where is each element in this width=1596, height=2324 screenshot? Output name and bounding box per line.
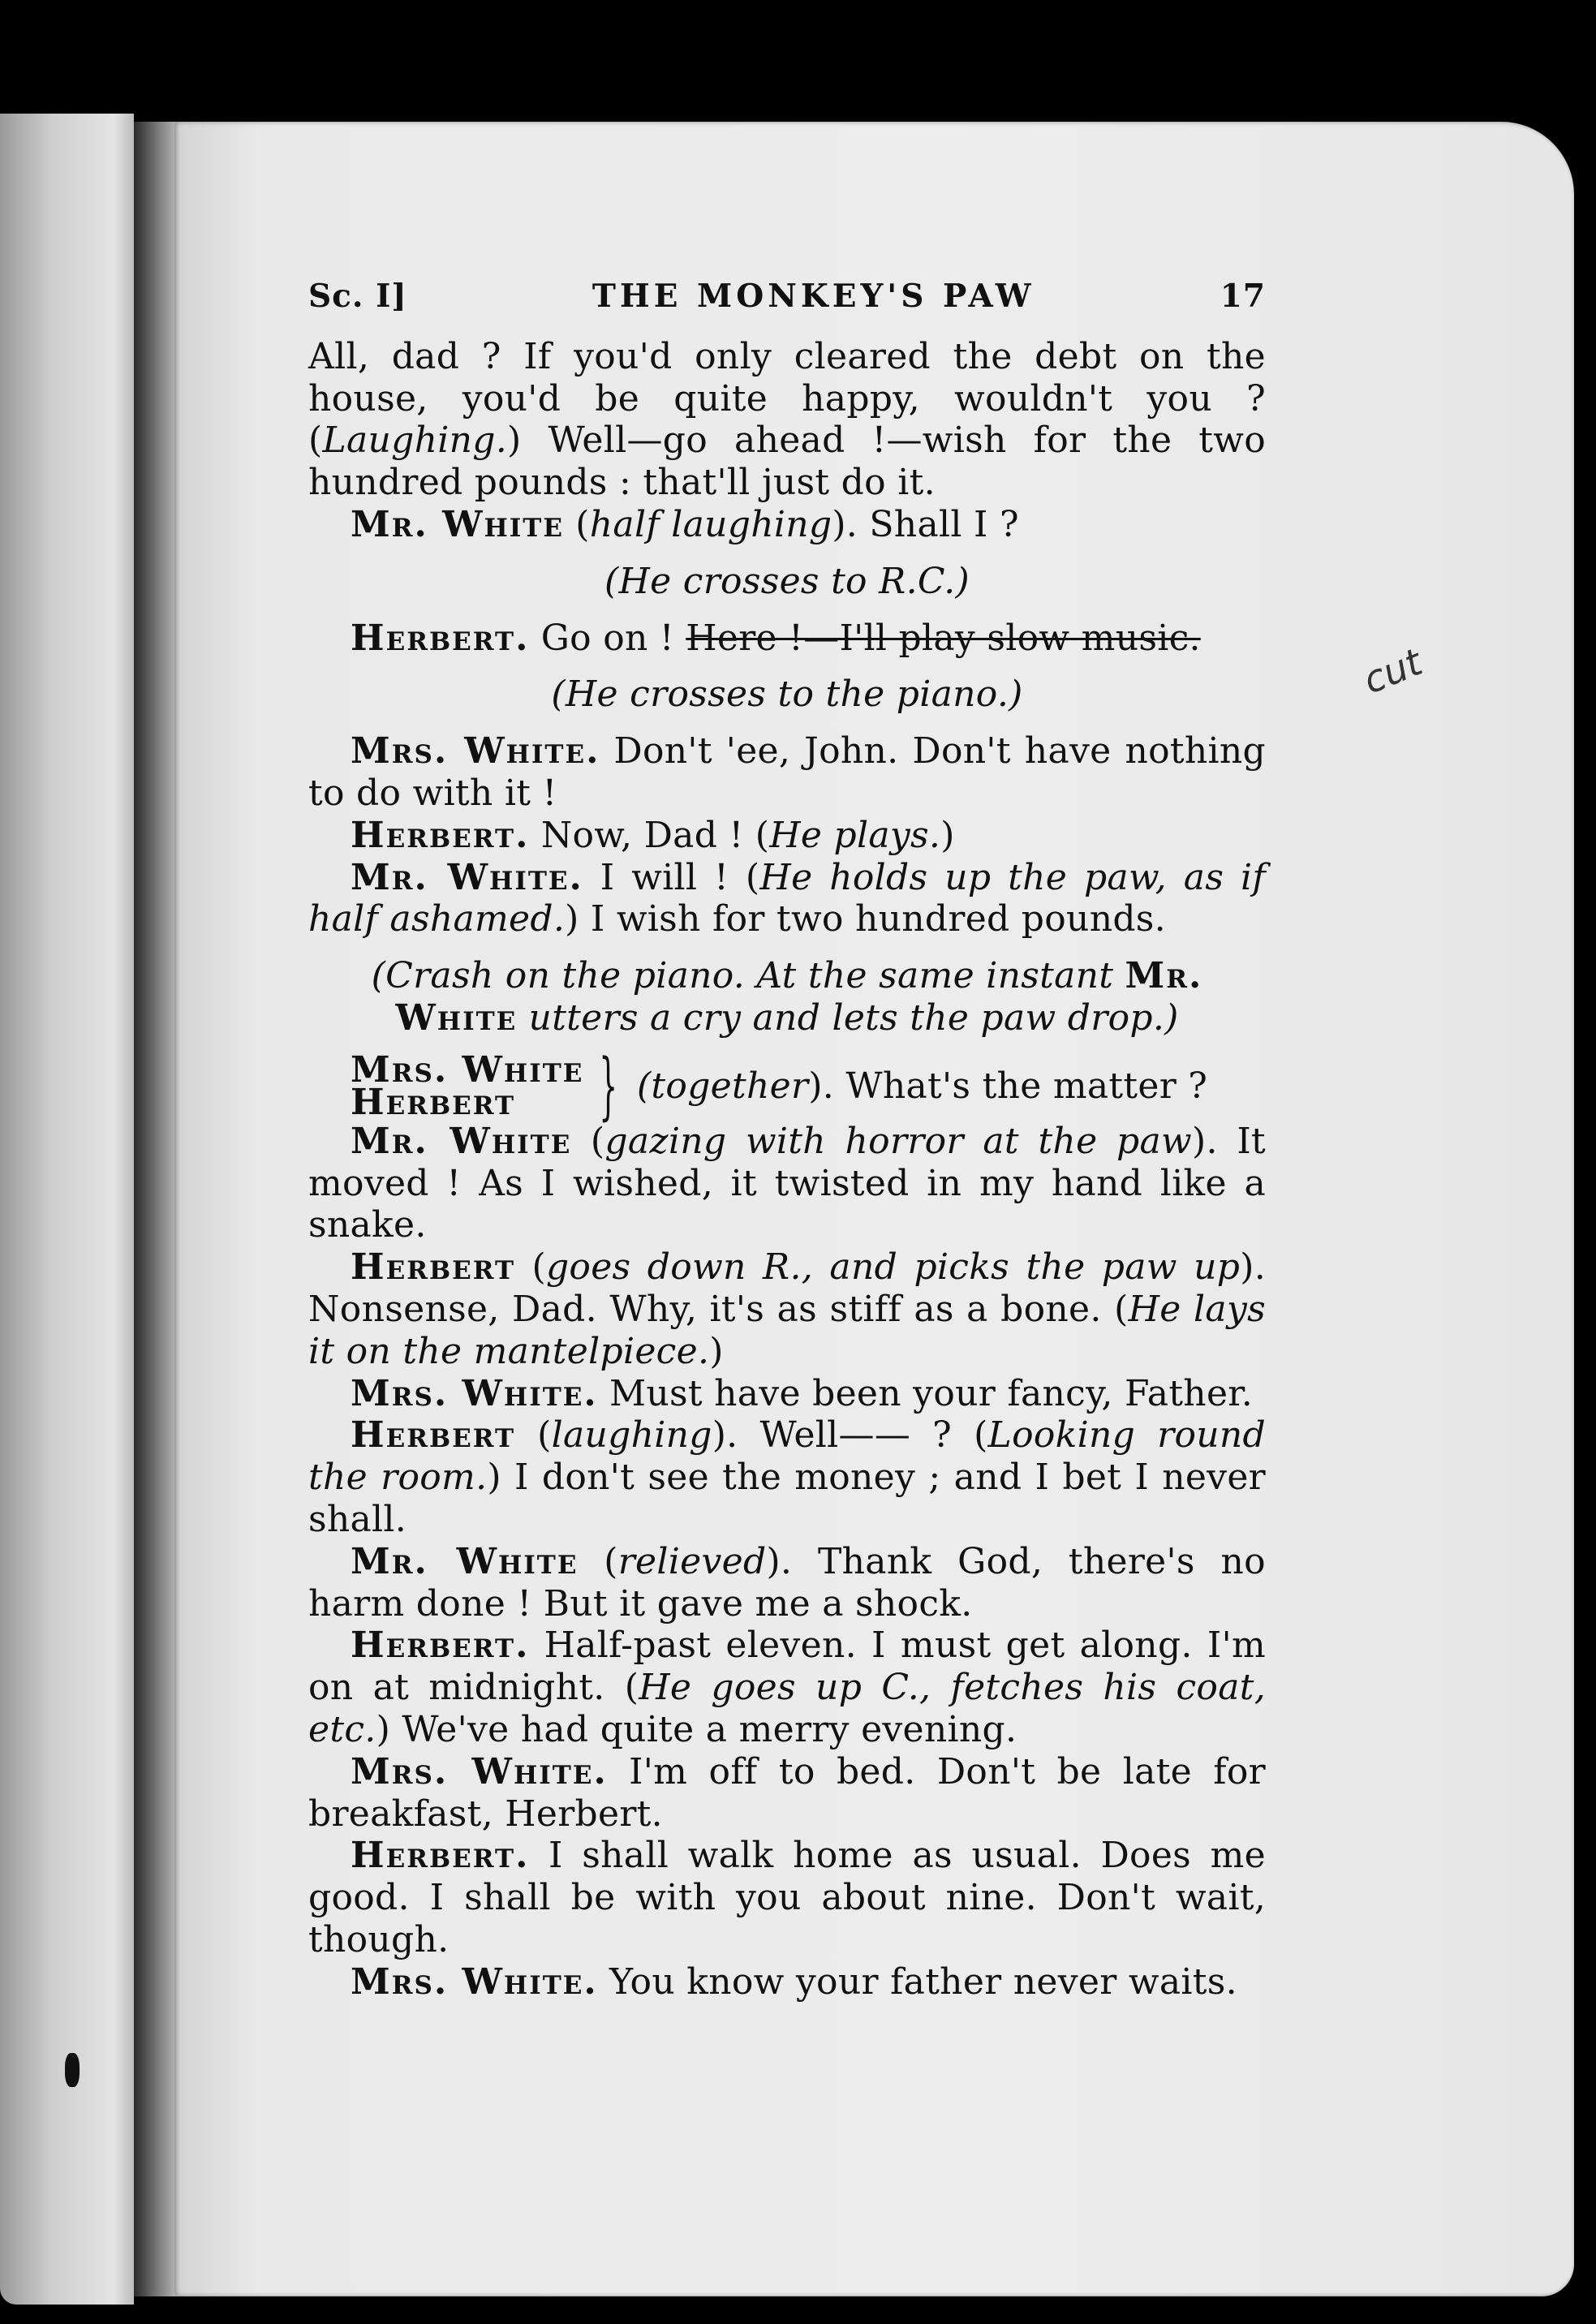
- paragraph: Herbert. Now, Dad ! (He plays.): [351, 814, 955, 856]
- paragraph: All, dad ? If you'd only cleared the debt on the house, you'd be quite happy, wouldn't you ? (Laughing.) Well—go ahead !—wish for the two hundred pounds : that'll just do it.: [308, 335, 1266, 504]
- brace-symbol: }: [599, 1043, 618, 1129]
- running-header: [308, 276, 1266, 318]
- paragraph: Herbert. Go on ! Here !—I'll play slow music.: [351, 617, 1201, 659]
- paragraph: Mr. White (half laughing). Shall I ?: [351, 503, 1019, 545]
- speaker-pair: Mrs. White Herbert: [351, 1048, 584, 1123]
- struck-text: Here !—I'll play slow music.: [686, 617, 1201, 659]
- page-text: [308, 276, 1266, 2003]
- scene-marker: Sc. I]: [308, 278, 407, 315]
- paragraph: Mrs. White. Must have been your fancy, Father.: [351, 1372, 1254, 1414]
- paragraph: Herbert (laughing). Well—— ? (Looking round the room.) I don't see the money ; and I bet I never shall.: [308, 1414, 1267, 1540]
- running-title: THE MONKEY'S PAW: [592, 278, 1035, 315]
- together-line: Mrs. White Herbert } (together ). What's the matter ?: [351, 1043, 1208, 1129]
- ink-blot: [65, 2053, 80, 2087]
- paragraph: Herbert. Half-past eleven. I must get along. I'm on at midnight. (He goes up C., fetches his coat, etc.) We've had quite a merry evening.: [308, 1625, 1266, 1750]
- paragraph: Mr. White (gazing with horror at the paw). It moved ! As I wished, it twisted in my hand like a snake.: [308, 1120, 1266, 1246]
- stage-direction: (He crosses to the piano.): [551, 674, 1023, 716]
- facing-page-edge: [0, 114, 134, 2305]
- paragraph: Mr. White. I will ! (He holds up the paw, as if half ashamed.) I wish for two hundred pounds.: [308, 856, 1266, 940]
- page-number: 17: [1220, 278, 1266, 315]
- paragraph: Mrs. White. I'm off to bed. Don't be late for breakfast, Herbert.: [308, 1750, 1266, 1835]
- paragraph: Herbert (goes down R., and picks the paw up). Nonsense, Dad. Why, it's as stiff as a bone. (He lays it on the mantelpiece.): [308, 1246, 1266, 1372]
- paragraph: Herbert. I shall walk home as usual. Does me good. I shall be with you about nine. Don't wait, though.: [308, 1835, 1266, 1960]
- margin-annotation: cut: [1357, 639, 1428, 703]
- paragraph: Mr. White (relieved). Thank God, there's no harm done ! But it gave me a shock.: [308, 1540, 1266, 1625]
- paragraph: Mrs. White. You know your father never waits.: [351, 1960, 1237, 2003]
- stage-direction: (He crosses to R.C.): [604, 560, 970, 602]
- stage-direction: (Crash on the piano. At the same instant Mr. White utters a cry and lets the paw drop.): [371, 955, 1203, 1039]
- paragraph: Mrs. White. Don't 'ee, John. Don't have nothing to do with it !: [308, 730, 1266, 814]
